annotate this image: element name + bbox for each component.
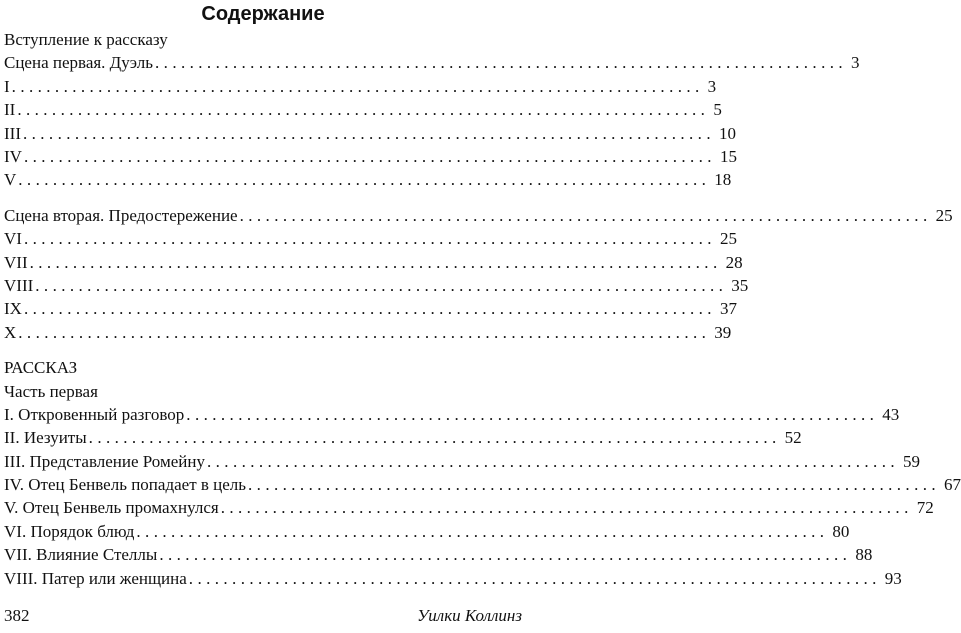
page-number: 15: [719, 146, 737, 166]
dot-leader: ................................................................................: [35, 275, 728, 295]
toc-entry[interactable]: IX ................................................................................ 37: [4, 297, 520, 320]
dot-leader: ................................................................................: [29, 252, 722, 272]
page-number: 37: [719, 299, 737, 319]
toc-entry[interactable]: IV. Отец Бенвель попадает в цель ................................................................................ 67: [4, 473, 520, 496]
toc-entry[interactable]: X ................................................................................ 39: [4, 321, 520, 344]
section-gap: [4, 344, 520, 356]
toc-entry[interactable]: I. Откровенный разговор ................................................................................ 43: [4, 403, 520, 426]
dot-leader: ................................................................................: [248, 475, 941, 495]
dot-leader: ................................................................................: [22, 123, 715, 143]
dot-leader: ................................................................................: [11, 76, 704, 96]
toc-entry[interactable]: V. Отец Бенвель промахнулся ................................................................................ 72: [4, 496, 520, 519]
dot-leader: ................................................................................: [136, 521, 829, 541]
page-number: 80: [832, 521, 850, 541]
toc-entry[interactable]: Сцена первая. Дуэль ................................................................................ 3: [4, 51, 520, 74]
page-number: 3: [851, 53, 860, 73]
page-title: Содержание: [201, 3, 325, 25]
dot-leader: ................................................................................: [186, 404, 879, 424]
table-of-contents: [4, 28, 961, 590]
toc-entry[interactable]: I ................................................................................ 3: [4, 75, 520, 98]
toc-entry[interactable]: VIII. Патер или женщина ................................................................................ 93: [4, 567, 520, 590]
toc-entry[interactable]: III ................................................................................ 10: [4, 122, 520, 145]
page-number: 52: [784, 428, 802, 448]
dot-leader: ................................................................................: [23, 229, 716, 249]
page-number: 28: [725, 252, 743, 272]
section-heading: Вступление к рассказу: [4, 30, 168, 49]
toc-entry[interactable]: II. Иезуиты ................................................................................ 52: [4, 426, 520, 449]
dot-leader: ................................................................................: [18, 322, 711, 342]
page-number: 5: [713, 100, 722, 120]
page-number: 25: [935, 205, 953, 225]
dot-leader: ................................................................................: [23, 146, 716, 166]
footer-page-number: 382: [4, 606, 30, 625]
section-heading: РАССКАЗ: [4, 358, 78, 378]
dot-leader: ................................................................................: [207, 451, 899, 471]
dot-leader: ................................................................................: [155, 53, 848, 73]
dot-leader: ................................................................................: [17, 100, 710, 120]
page-number: 39: [714, 322, 732, 342]
toc-entry[interactable]: VIII ................................................................................ 35: [4, 274, 520, 297]
dot-leader: ................................................................................: [220, 498, 913, 518]
section-subheading: Часть первая: [4, 381, 98, 401]
dot-leader: ................................................................................: [159, 545, 852, 565]
page-number: 3: [707, 76, 717, 96]
page-number: 59: [903, 451, 920, 471]
toc-entry[interactable]: II ................................................................................ 5: [4, 98, 520, 121]
toc-entry[interactable]: VII. Влияние Стеллы ................................................................................ 88: [4, 543, 520, 566]
section-gap: [4, 192, 520, 204]
dot-leader: ................................................................................: [188, 568, 881, 588]
page-number: 67: [944, 475, 961, 495]
toc-entry[interactable]: VI. Порядок блюд ................................................................................ 80: [4, 520, 520, 543]
page-number: 25: [719, 229, 737, 249]
page-number: 93: [884, 568, 902, 588]
page-number: 18: [714, 170, 732, 190]
page-number: 88: [855, 545, 873, 565]
dot-leader: ................................................................................: [23, 299, 716, 319]
page-number: 43: [882, 404, 900, 424]
page-number: 72: [916, 498, 934, 518]
toc-entry[interactable]: IV ................................................................................ 15: [4, 145, 520, 168]
toc-entry[interactable]: VI ................................................................................ 25: [4, 227, 520, 250]
toc-entry[interactable]: Сцена вторая. Предостережение ................................................................................ 25: [4, 204, 520, 227]
dot-leader: ................................................................................: [88, 428, 781, 448]
dot-leader: ................................................................................: [239, 205, 932, 225]
dot-leader: ................................................................................: [18, 170, 711, 190]
toc-entry[interactable]: III. Представление Ромейну ................................................................................ 59: [4, 450, 520, 473]
footer-author: Уилки Коллинз: [417, 606, 522, 625]
toc-entry[interactable]: V ................................................................................ 18: [4, 168, 520, 191]
page-number: 10: [718, 123, 736, 143]
page-number: 35: [731, 275, 749, 295]
toc-entry[interactable]: VII ................................................................................ 28: [4, 251, 520, 274]
